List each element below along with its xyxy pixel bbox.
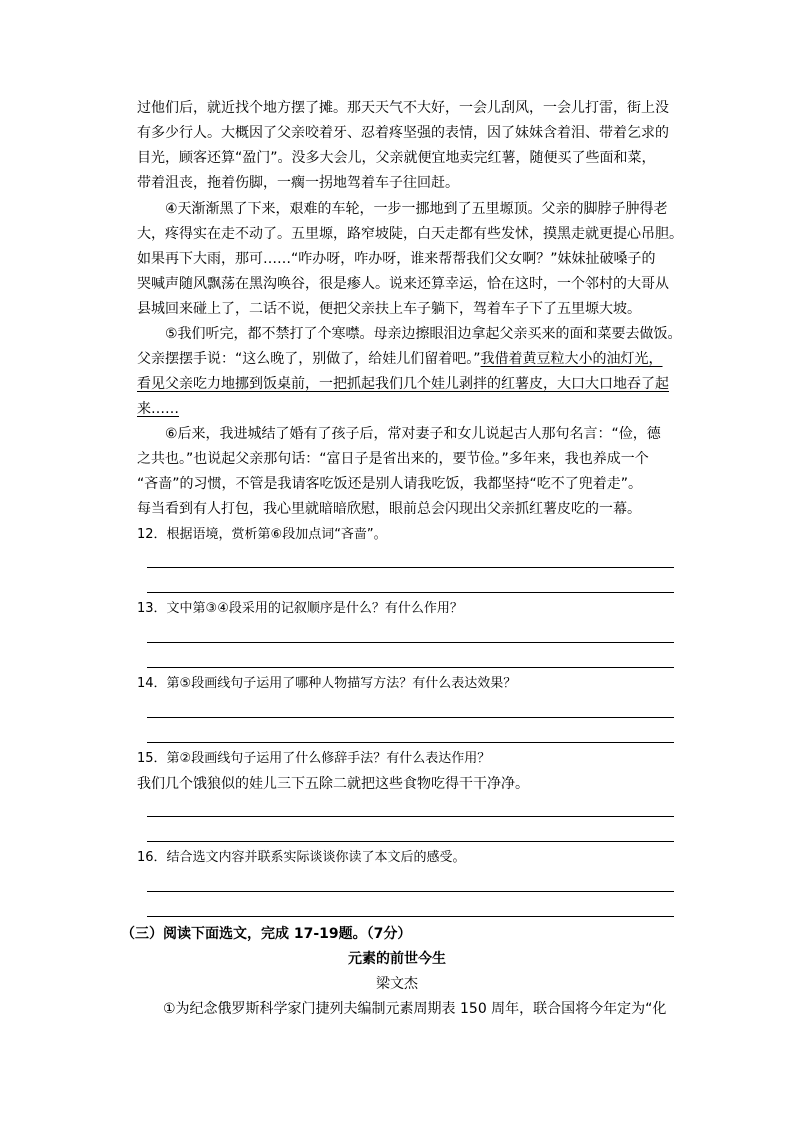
paragraph-4-line: ④天渐渐黑了下来，艰难的车轮，一步一挪地到了五里塬顶。父亲的脚脖子肿得老 xyxy=(165,201,668,217)
paragraph-6-line: ⑥后来，我进城结了婚有了孩子后，常对妻子和女儿说起古人那句名言：“俭，德 xyxy=(165,426,661,442)
passage-line: 带着沮丧，拖着伤脚，一瘸一拐地驾着车子往回赶。 xyxy=(137,175,459,191)
passage-line: 如果再下大雨，那可……“咋办呀，咋办呀，谁来帮帮我们父女啊？”妹妹扯破嗓子的 xyxy=(137,251,656,267)
answer-line[interactable] xyxy=(147,592,674,593)
answer-line[interactable] xyxy=(147,742,674,743)
underlined-sentence: 看见父亲吃力地挪到饭桌前，一把抓起我们几个娃儿剥拌的红薯皮，大口大口地吞了起 xyxy=(137,376,669,392)
section-heading: （三）阅读下面选文，完成 17-19题。（7分） xyxy=(121,926,412,942)
question-13: 13．文中第③④段采用的记叙顺序是什么？有什么作用？ xyxy=(137,601,463,616)
article-first-line: ①为纪念俄罗斯科学家门捷列夫编制元素周期表 150 周年，联合国将今年定为“化 xyxy=(163,1001,667,1017)
answer-line[interactable] xyxy=(147,891,674,892)
passage-line: 过他们后，就近找个地方摆了摊。那天天气不大好，一会儿刮风，一会儿打雷，街上没 xyxy=(137,100,669,116)
article-author: 梁文杰 xyxy=(376,976,418,992)
question-15-sentence: 我们几个饿狼似的娃儿三下五除二就把这些食物吃得干干净净。 xyxy=(137,776,529,792)
passage-line: “吝啬”的习惯，不管是我请客吃饭还是别人请我吃饭，我都坚持“吃不了兜着走”。 xyxy=(137,476,643,492)
question-16: 16．结合选文内容并联系实际谈谈你读了本文后的感受。 xyxy=(137,850,466,865)
passage-line: 县城回来碰上了，二话不说，便把父亲扶上车子躺下，驾着车子下了五里塬大坡。 xyxy=(137,301,641,317)
question-12: 12．根据语境，赏析第⑥段加点词“吝啬”。 xyxy=(137,527,387,542)
answer-line[interactable] xyxy=(147,642,674,643)
answer-line[interactable] xyxy=(147,567,674,568)
question-14: 14．第⑤段画线句子运用了哪种人物描写方法？有什么表达效果？ xyxy=(137,676,517,691)
paragraph-5-line-2 xyxy=(137,350,663,368)
answer-line[interactable] xyxy=(147,841,674,842)
passage-line: 每当看到有人打包，我心里就暗暗欣慰，眼前总会闪现出父亲抓红薯皮吃的一幕。 xyxy=(137,501,641,517)
passage-line: 目光，顾客还算“盈门”。没多大会儿，父亲就便宜地卖完红薯，随便买了些面和菜， xyxy=(137,150,656,166)
answer-line[interactable] xyxy=(147,667,674,668)
underlined-sentence: 来…… xyxy=(137,401,179,417)
article-title: 元素的前世今生 xyxy=(348,951,446,967)
answer-line[interactable] xyxy=(147,816,674,817)
passage-line: 哭喊声随风飘荡在黑沟唤谷，很是瘆人。说来还算幸运，恰在这时，一个邻村的大哥从 xyxy=(137,276,669,292)
plain-text: 父亲摆摆手说：“这么晚了，别做了，给娃儿们留着吧。” xyxy=(137,351,481,367)
passage-line: 之共也。”也说起父亲那句话：“富日子是省出来的，要节俭。”多年来，我也养成一个 xyxy=(137,451,649,467)
answer-line[interactable] xyxy=(147,717,674,718)
question-15: 15．第②段画线句子运用了什么修辞手法？有什么表达作用？ xyxy=(137,751,491,766)
passage-line: 大，疼得实在走不动了。五里塬，路窄坡陡，白天走都有些发怵，摸黑走就更提心吊胆。 xyxy=(137,226,683,242)
passage-line: 有多少行人。大概因了父亲咬着牙、忍着疼坚强的表情，因了妹妹含着泪、带着乞求的 xyxy=(137,125,669,141)
paragraph-5-line: ⑤我们听完，都不禁打了个寒噤。母亲边擦眼泪边拿起父亲买来的面和菜要去做饭。 xyxy=(165,326,682,342)
underlined-sentence: 我借着黄豆粒大小的油灯光， xyxy=(480,351,663,367)
answer-line[interactable] xyxy=(147,916,674,917)
